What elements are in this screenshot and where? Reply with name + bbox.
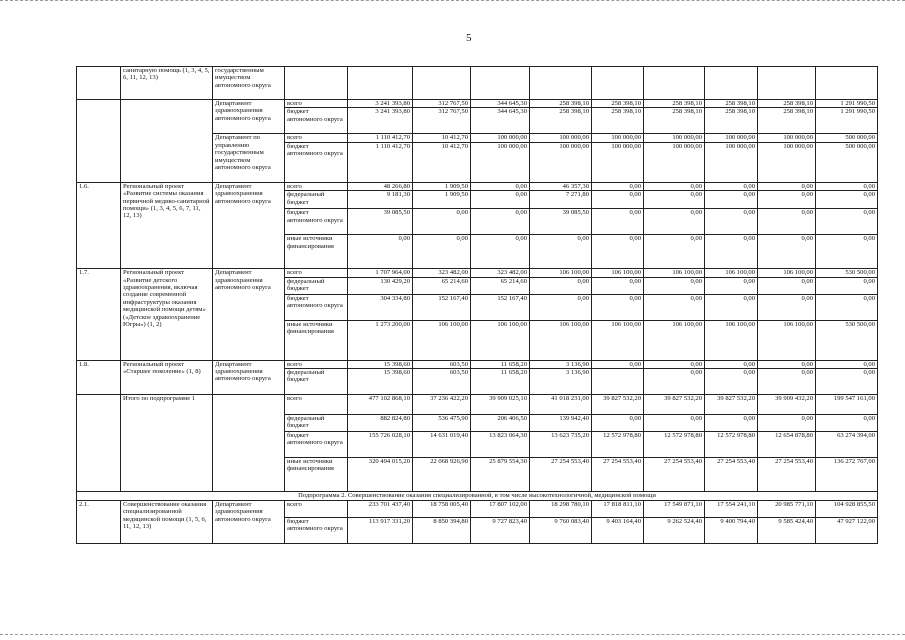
value-y8: 500 000,00 xyxy=(816,142,878,182)
value-y3: 139 942,40 xyxy=(530,415,592,432)
value-y8: 0,00 xyxy=(816,277,878,294)
value-y4: 0,00 xyxy=(592,235,644,269)
value-y3: 258 398,10 xyxy=(530,100,592,108)
value-y6: 100 000,00 xyxy=(705,134,758,142)
value-y5: 0,00 xyxy=(644,277,705,294)
value-y4: 12 572 978,80 xyxy=(592,432,644,458)
value-y7: 39 909 432,20 xyxy=(758,395,816,415)
value-y7: 9 585 424,40 xyxy=(758,518,816,544)
value-y8: 136 272 767,00 xyxy=(816,458,878,492)
value-y6: 0,00 xyxy=(705,182,758,190)
value-y3: 9 760 083,40 xyxy=(530,518,592,544)
row-number-cell: 1.6. xyxy=(77,182,121,268)
value-y4: 39 827 532,20 xyxy=(592,395,644,415)
value-total: 155 726 028,10 xyxy=(348,432,413,458)
table-row xyxy=(77,67,878,100)
value-y8: 0,00 xyxy=(816,369,878,395)
value-y5: 0,00 xyxy=(644,209,705,235)
source-cell: федеральный бюджет xyxy=(285,277,348,294)
value-y6: 258 398,10 xyxy=(705,108,758,134)
source-cell: федеральный бюджет xyxy=(285,369,348,395)
value-y7: 100 000,00 xyxy=(758,134,816,142)
value-y5: 100 000,00 xyxy=(644,134,705,142)
value-y3: 0,00 xyxy=(530,277,592,294)
scan-edge-bottom xyxy=(0,634,905,637)
value-total: 477 102 868,10 xyxy=(348,395,413,415)
value-y1: 65 214,60 xyxy=(413,277,471,294)
value-y6: 27 254 553,40 xyxy=(705,458,758,492)
value-y6: 258 398,10 xyxy=(705,100,758,108)
value-y5: 39 827 532,20 xyxy=(644,395,705,415)
value-y7: 0,00 xyxy=(758,415,816,432)
executor-cell: Департамент здравоохранения автономного округа xyxy=(213,501,285,544)
value-y3: 39 085,50 xyxy=(530,209,592,235)
executor-cell: Департамент здравоохранения автономного округа xyxy=(213,182,285,268)
source-cell: всего xyxy=(285,360,348,368)
value-y3: 106 100,00 xyxy=(530,269,592,277)
value-y8: 500 000,00 xyxy=(816,134,878,142)
value-y1: 1 909,50 xyxy=(413,191,471,209)
value-y1: 10 412,70 xyxy=(413,134,471,142)
value-y5: 0,00 xyxy=(644,235,705,269)
value-y1: 152 167,40 xyxy=(413,294,471,320)
value-y6: 12 572 978,80 xyxy=(705,432,758,458)
table-row xyxy=(77,501,878,518)
value-total: 320 494 015,20 xyxy=(348,458,413,492)
source-cell: бюджет автономного округа xyxy=(285,209,348,235)
value-total: 882 824,80 xyxy=(348,415,413,432)
value-y6: 17 554 241,10 xyxy=(705,501,758,518)
value-total: 1 110 412,70 xyxy=(348,134,413,142)
value-y4: 0,00 xyxy=(592,191,644,209)
value-y3: 100 000,00 xyxy=(530,142,592,182)
value-y2 xyxy=(471,67,530,100)
value-y2: 65 214,60 xyxy=(471,277,530,294)
value-y2: 152 167,40 xyxy=(471,294,530,320)
value-y3 xyxy=(530,67,592,100)
value-y5: 106 100,00 xyxy=(644,269,705,277)
value-y8: 0,00 xyxy=(816,191,878,209)
source-cell: всего xyxy=(285,501,348,518)
value-y4: 0,00 xyxy=(592,182,644,190)
value-total: 1 707 964,00 xyxy=(348,269,413,277)
value-y2: 323 482,00 xyxy=(471,269,530,277)
source-cell: бюджет автономного округа xyxy=(285,108,348,134)
value-y4: 106 100,00 xyxy=(592,269,644,277)
value-y2: 344 645,30 xyxy=(471,100,530,108)
value-total: 3 241 393,80 xyxy=(348,100,413,108)
value-total: 3 241 393,80 xyxy=(348,108,413,134)
value-y7 xyxy=(758,67,816,100)
value-y2: 0,00 xyxy=(471,235,530,269)
value-y2: 0,00 xyxy=(471,182,530,190)
value-y5: 0,00 xyxy=(644,360,705,368)
project-name-cell: Итого по подпрограмме 1 xyxy=(121,395,213,492)
table-row xyxy=(77,395,878,415)
value-total: 130 429,20 xyxy=(348,277,413,294)
value-y4: 0,00 xyxy=(592,415,644,432)
value-y6: 106 100,00 xyxy=(705,269,758,277)
project-name-cell: Совершенствование оказания специализированной медицинской помощи (1, 5, 6, 11, 12, 13) xyxy=(121,501,213,544)
value-y4: 9 403 164,40 xyxy=(592,518,644,544)
value-y8: 0,00 xyxy=(816,235,878,269)
value-y1: 1 909,50 xyxy=(413,182,471,190)
value-y3: 106 100,00 xyxy=(530,320,592,360)
value-y2: 106 100,00 xyxy=(471,320,530,360)
project-name-cell xyxy=(121,100,213,183)
value-y1: 18 758 005,40 xyxy=(413,501,471,518)
value-y3: 100 000,00 xyxy=(530,134,592,142)
value-y4: 0,00 xyxy=(592,360,644,368)
value-total: 15 398,60 xyxy=(348,369,413,395)
value-y8: 47 927 122,00 xyxy=(816,518,878,544)
budget-table xyxy=(76,66,878,544)
executor-cell: Департамент здравоохранения автономного округа xyxy=(213,269,285,360)
source-cell: всего xyxy=(285,269,348,277)
value-y5: 0,00 xyxy=(644,415,705,432)
value-total: 113 917 331,20 xyxy=(348,518,413,544)
value-y1: 106 100,00 xyxy=(413,320,471,360)
source-cell: иные источники финансирования xyxy=(285,235,348,269)
subprogram-2-title: Подпрограмма 2. Совершенствование оказания специализированной, в том числе высокотехнологичной, медицинской помощи xyxy=(77,492,878,501)
row-number-cell xyxy=(77,67,121,100)
value-total: 39 085,50 xyxy=(348,209,413,235)
table-row xyxy=(77,182,878,190)
value-y2: 9 727 823,40 xyxy=(471,518,530,544)
value-y3: 41 018 231,00 xyxy=(530,395,592,415)
value-y1: 603,50 xyxy=(413,369,471,395)
value-y6: 9 400 794,40 xyxy=(705,518,758,544)
value-y7: 0,00 xyxy=(758,369,816,395)
table-row xyxy=(77,360,878,368)
value-y3: 7 271,80 xyxy=(530,191,592,209)
row-number-cell: 2.1. xyxy=(77,501,121,544)
value-y8: 199 547 161,00 xyxy=(816,395,878,415)
executor-cell: Департамент здравоохранения автономного округа xyxy=(213,360,285,394)
value-total: 9 181,30 xyxy=(348,191,413,209)
value-y1 xyxy=(413,67,471,100)
value-y1: 312 767,50 xyxy=(413,100,471,108)
value-y5: 27 254 553,40 xyxy=(644,458,705,492)
value-y4: 258 398,10 xyxy=(592,108,644,134)
value-y7: 27 254 553,40 xyxy=(758,458,816,492)
value-total: 1 110 412,70 xyxy=(348,142,413,182)
value-y5: 106 100,00 xyxy=(644,320,705,360)
source-cell: иные источники финансирования xyxy=(285,458,348,492)
value-y1: 323 482,00 xyxy=(413,269,471,277)
value-y4 xyxy=(592,67,644,100)
project-name-cell: Региональный проект «Развитие системы оказания первичной медико-санитарной помощи» (1, 3, 4, 5, 6, 7, 11, 12, 13) xyxy=(121,182,213,268)
value-y8 xyxy=(816,67,878,100)
row-number-cell xyxy=(77,100,121,183)
value-y2: 344 645,30 xyxy=(471,108,530,134)
value-y4 xyxy=(592,369,644,395)
value-y7: 0,00 xyxy=(758,294,816,320)
source-cell: бюджет автономного округа xyxy=(285,518,348,544)
value-y8: 104 928 855,50 xyxy=(816,501,878,518)
value-y8: 530 500,00 xyxy=(816,269,878,277)
value-y6: 0,00 xyxy=(705,191,758,209)
executor-cell: Департамент по управлению государственным имуществом автономного округа xyxy=(213,134,285,182)
value-y6: 0,00 xyxy=(705,369,758,395)
value-y6 xyxy=(705,67,758,100)
value-y8: 530 500,00 xyxy=(816,320,878,360)
value-y2: 25 879 554,30 xyxy=(471,458,530,492)
table-row xyxy=(77,492,878,501)
value-y4: 106 100,00 xyxy=(592,320,644,360)
value-y3: 27 254 553,40 xyxy=(530,458,592,492)
executor-cell: государственным имуществом автономного округа xyxy=(213,67,285,100)
value-y7: 0,00 xyxy=(758,191,816,209)
value-y5: 0,00 xyxy=(644,369,705,395)
value-y7: 0,00 xyxy=(758,182,816,190)
page-number: 5 xyxy=(466,32,472,44)
value-y7: 0,00 xyxy=(758,209,816,235)
value-y6: 0,00 xyxy=(705,235,758,269)
source-cell: бюджет автономного округа xyxy=(285,432,348,458)
value-y3: 0,00 xyxy=(530,235,592,269)
row-number-cell xyxy=(77,395,121,492)
source-cell: федеральный бюджет xyxy=(285,191,348,209)
value-y1: 0,00 xyxy=(413,209,471,235)
value-y2: 206 406,50 xyxy=(471,415,530,432)
value-y2: 0,00 xyxy=(471,209,530,235)
value-y4: 0,00 xyxy=(592,277,644,294)
value-y2: 0,00 xyxy=(471,191,530,209)
value-y7: 106 100,00 xyxy=(758,269,816,277)
value-y2: 39 909 025,10 xyxy=(471,395,530,415)
source-cell: бюджет автономного округа xyxy=(285,142,348,182)
value-y4: 100 000,00 xyxy=(592,134,644,142)
value-y8: 1 291 990,50 xyxy=(816,108,878,134)
row-number-cell: 1.8. xyxy=(77,360,121,394)
value-y7: 100 000,00 xyxy=(758,142,816,182)
project-name-cell: санитарную помощь (1, 3, 4, 5, 6, 11, 12, 13) xyxy=(121,67,213,100)
value-y7: 0,00 xyxy=(758,277,816,294)
source-cell xyxy=(285,67,348,100)
source-cell: всего xyxy=(285,182,348,190)
value-y1: 10 412,70 xyxy=(413,142,471,182)
value-y7: 258 398,10 xyxy=(758,100,816,108)
value-y6: 106 100,00 xyxy=(705,320,758,360)
value-y1: 14 631 019,40 xyxy=(413,432,471,458)
project-name-cell: Региональный проект «Старшее поколение» (1, 8) xyxy=(121,360,213,394)
value-y7: 20 985 771,10 xyxy=(758,501,816,518)
value-y4: 0,00 xyxy=(592,294,644,320)
value-y6: 100 000,00 xyxy=(705,142,758,182)
source-cell: всего xyxy=(285,134,348,142)
source-cell: всего xyxy=(285,395,348,415)
value-y2: 11 658,20 xyxy=(471,369,530,395)
value-y2: 13 823 064,30 xyxy=(471,432,530,458)
value-y5: 0,00 xyxy=(644,294,705,320)
value-y3: 13 623 735,20 xyxy=(530,432,592,458)
value-y8: 1 291 990,50 xyxy=(816,100,878,108)
value-y5: 258 398,10 xyxy=(644,108,705,134)
value-total xyxy=(348,67,413,100)
value-y1: 8 850 394,80 xyxy=(413,518,471,544)
value-y4: 258 398,10 xyxy=(592,100,644,108)
value-y4: 27 254 553,40 xyxy=(592,458,644,492)
value-y1: 536 475,90 xyxy=(413,415,471,432)
value-y8: 0,00 xyxy=(816,415,878,432)
value-total: 0,00 xyxy=(348,235,413,269)
value-y5: 0,00 xyxy=(644,182,705,190)
source-cell: иные источники финансирования xyxy=(285,320,348,360)
value-y1: 603,50 xyxy=(413,360,471,368)
value-y2: 100 000,00 xyxy=(471,134,530,142)
value-y1: 312 767,50 xyxy=(413,108,471,134)
value-y5: 258 398,10 xyxy=(644,100,705,108)
value-y2: 17 807 102,00 xyxy=(471,501,530,518)
value-total: 1 273 200,00 xyxy=(348,320,413,360)
value-y7: 106 100,00 xyxy=(758,320,816,360)
value-y8: 0,00 xyxy=(816,360,878,368)
scan-edge-top xyxy=(0,0,905,3)
value-y8: 0,00 xyxy=(816,209,878,235)
value-y5: 17 549 871,10 xyxy=(644,501,705,518)
value-y5 xyxy=(644,67,705,100)
value-y3: 258 398,10 xyxy=(530,108,592,134)
value-y3: 3 136,90 xyxy=(530,369,592,395)
value-y2: 11 658,20 xyxy=(471,360,530,368)
value-y1: 22 068 926,90 xyxy=(413,458,471,492)
value-y3: 3 136,90 xyxy=(530,360,592,368)
table-row xyxy=(77,269,878,277)
value-total: 304 334,80 xyxy=(348,294,413,320)
value-y8: 0,00 xyxy=(816,182,878,190)
value-y7: 0,00 xyxy=(758,360,816,368)
source-cell: всего xyxy=(285,100,348,108)
value-y6: 39 827 532,20 xyxy=(705,395,758,415)
value-y6: 0,00 xyxy=(705,209,758,235)
value-y3: 46 357,30 xyxy=(530,182,592,190)
value-y3: 18 298 780,10 xyxy=(530,501,592,518)
value-y6: 0,00 xyxy=(705,277,758,294)
value-y7: 258 398,10 xyxy=(758,108,816,134)
value-y5: 9 262 524,40 xyxy=(644,518,705,544)
value-y4: 100 000,00 xyxy=(592,142,644,182)
value-y6: 0,00 xyxy=(705,294,758,320)
value-total: 233 701 437,40 xyxy=(348,501,413,518)
value-y5: 100 000,00 xyxy=(644,142,705,182)
source-cell: бюджет автономного округа xyxy=(285,294,348,320)
value-y3: 0,00 xyxy=(530,294,592,320)
source-cell: федеральный бюджет xyxy=(285,415,348,432)
value-y1: 0,00 xyxy=(413,235,471,269)
project-name-cell: Региональный проект «Развитие детского здравоохранения, включая создание современной инфраструктуры оказания медицинской помощи детям» («Детское здравоохранение Югры») (1, 2) xyxy=(121,269,213,360)
value-y8: 0,00 xyxy=(816,294,878,320)
value-y7: 0,00 xyxy=(758,235,816,269)
value-y5: 0,00 xyxy=(644,191,705,209)
executor-cell xyxy=(213,395,285,492)
value-y8: 63 274 394,00 xyxy=(816,432,878,458)
value-y5: 12 572 978,80 xyxy=(644,432,705,458)
table-row xyxy=(77,100,878,108)
value-y1: 37 236 422,20 xyxy=(413,395,471,415)
value-y4: 0,00 xyxy=(592,209,644,235)
value-y4: 17 818 811,10 xyxy=(592,501,644,518)
value-total: 15 398,60 xyxy=(348,360,413,368)
value-y6: 0,00 xyxy=(705,360,758,368)
executor-cell: Департамент здравоохранения автономного округа xyxy=(213,100,285,134)
row-number-cell: 1.7. xyxy=(77,269,121,360)
value-y2: 100 000,00 xyxy=(471,142,530,182)
value-total: 48 266,80 xyxy=(348,182,413,190)
value-y6: 0,00 xyxy=(705,415,758,432)
value-y7: 12 654 878,80 xyxy=(758,432,816,458)
